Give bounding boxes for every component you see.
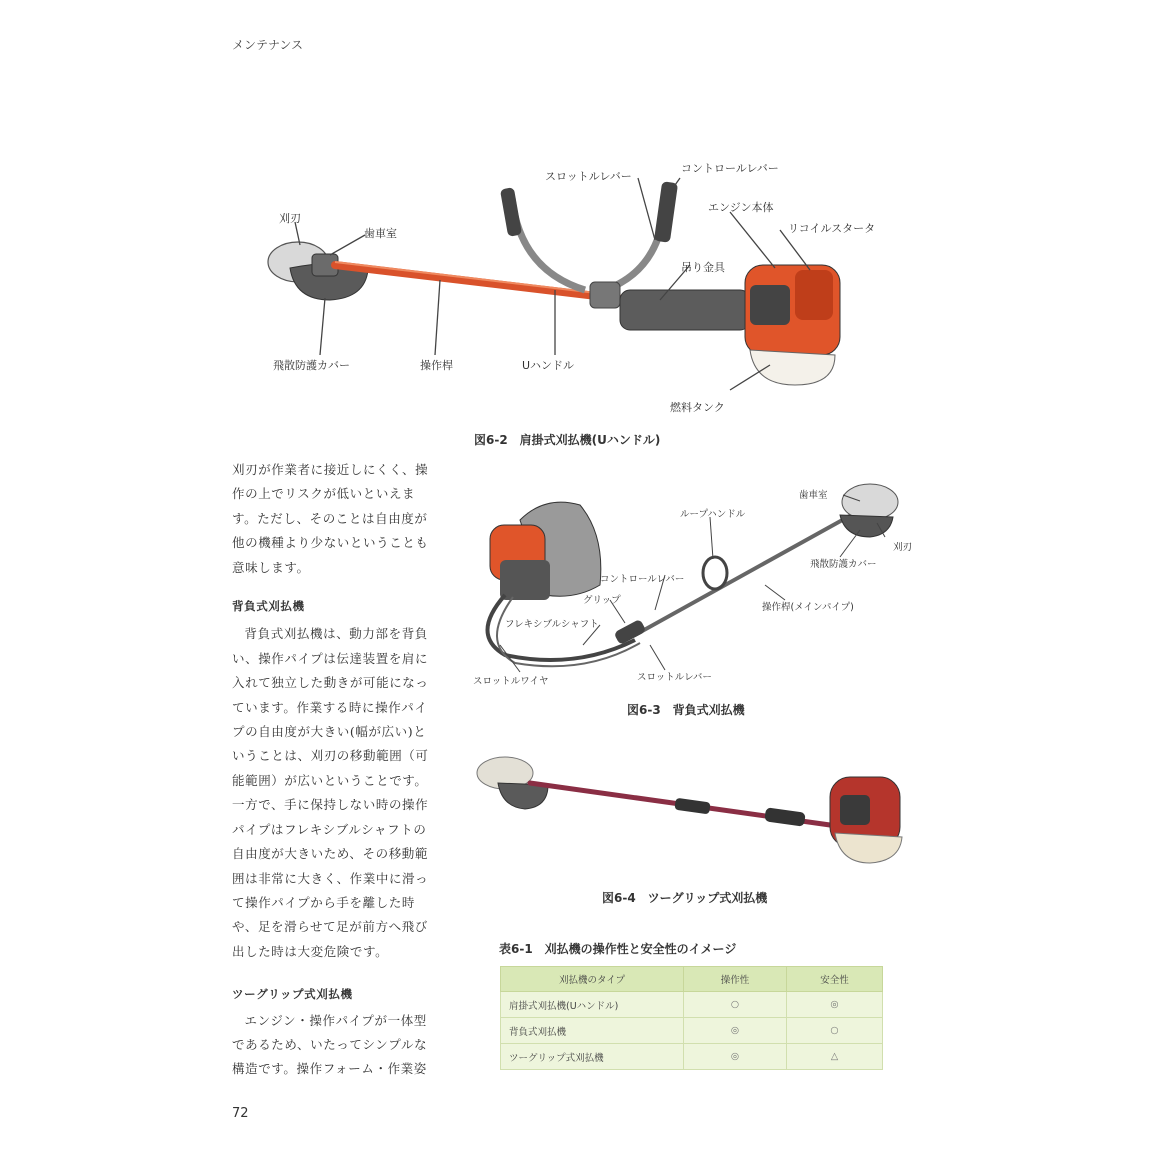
text-line: や、足を滑らせて足が前方へ飛び xyxy=(232,919,428,935)
label-control-lever: コントロールレバー xyxy=(681,162,779,175)
label-shaft: 操作桿 xyxy=(420,359,453,372)
label-blade: 刈刃 xyxy=(279,212,301,225)
text-line: 出した時は大変危険です。 xyxy=(232,943,389,959)
label-fuel-tank: 燃料タンク xyxy=(670,401,725,414)
figure-6-4-illustration xyxy=(470,745,910,870)
label-gear-case: 歯車室 xyxy=(364,227,397,240)
label-flexible-shaft: フレキシブルシャフト xyxy=(505,619,599,630)
label-throttle-wire: スロットルワイヤ xyxy=(473,676,549,687)
paragraph-3 xyxy=(232,1009,444,1082)
row-type: 背負式刈払機 xyxy=(501,1018,684,1044)
table-row xyxy=(501,1018,883,1044)
row-operability: ◎ xyxy=(684,1044,787,1070)
text-line: 作の上でリスクが低いといえま xyxy=(232,486,416,502)
text-line: いうことは、刈刃の移動範囲（可 xyxy=(232,748,429,764)
text-line: ています。作業する時に操作パイ xyxy=(232,699,428,715)
section-header: メンテナンス xyxy=(232,38,304,52)
figure-6-2-illustration xyxy=(250,150,910,420)
table-row xyxy=(501,992,883,1018)
figure-6-3-caption: 図6-3 背負式刈払機 xyxy=(627,703,745,717)
row-safety: ○ xyxy=(787,1018,883,1044)
text-line: 背負式刈払機は、動力部を背負 xyxy=(244,626,428,642)
table-6-1-caption: 表6-1 刈払機の操作性と安全性のイメージ xyxy=(499,942,737,956)
label-grip: グリップ xyxy=(583,595,621,606)
text-line: 他の機種より少ないということも xyxy=(232,535,429,551)
label-engine: エンジン本体 xyxy=(708,201,774,214)
label-hanger: 吊り金具 xyxy=(681,261,725,274)
text-line: プの自由度が大きい(幅が広い)と xyxy=(232,724,427,740)
label-u-handle: Uハンドル xyxy=(522,359,575,372)
header-safety: 安全性 xyxy=(787,967,883,992)
label-blade-2: 刈刃 xyxy=(893,542,913,553)
text-line: パイプはフレキシブルシャフトの xyxy=(232,821,427,837)
label-throttle-lever-2: スロットルレバー xyxy=(637,672,712,683)
row-safety: ◎ xyxy=(787,992,883,1018)
text-line: 構造です。操作フォーム・作業姿 xyxy=(232,1061,427,1077)
row-type: ツーグリップ式刈払機 xyxy=(501,1044,684,1070)
row-operability: ◎ xyxy=(684,1018,787,1044)
text-column xyxy=(232,458,444,1082)
text-line: 一方で、手に保持しない時の操作 xyxy=(232,797,429,813)
text-line: 意味します。 xyxy=(232,559,310,575)
label-loop-handle: ループハンドル xyxy=(680,509,746,520)
table-header-row xyxy=(501,967,883,992)
heading-backpack: 背負式刈払機 xyxy=(232,599,305,614)
text-line: い、操作パイプは伝達装置を肩に xyxy=(232,650,429,666)
header-operability: 操作性 xyxy=(684,967,787,992)
label-control-lever-2: コントロールレバー xyxy=(600,574,685,585)
label-recoil-starter: リコイルスタータ xyxy=(788,222,876,235)
label-throttle-lever: スロットルレバー xyxy=(545,170,632,183)
text-line: 囲は非常に大きく、作業中に滑っ xyxy=(232,870,429,886)
text-line: 自由度が大きいため、その移動範 xyxy=(232,846,429,862)
page-number: 72 xyxy=(232,1106,249,1121)
row-type: 肩掛式刈払機(Uハンドル) xyxy=(501,992,684,1018)
label-main-pipe: 操作桿(メインパイプ) xyxy=(762,602,854,613)
header-type: 刈払機のタイプ xyxy=(501,967,684,992)
paragraph-1 xyxy=(232,458,444,580)
table-row xyxy=(501,1044,883,1070)
label-scatter-guard: 飛散防護カバー xyxy=(273,359,350,372)
text-line: エンジン・操作パイプが一体型 xyxy=(244,1012,427,1028)
row-safety: △ xyxy=(787,1044,883,1070)
label-gear-case-2: 歯車室 xyxy=(799,490,828,501)
table-6-1 xyxy=(500,966,883,1070)
label-scatter-guard-2: 飛散防護カバー xyxy=(810,559,877,570)
paragraph-2 xyxy=(232,622,444,964)
figure-6-4-caption: 図6-4 ツーグリップ式刈払機 xyxy=(602,891,768,905)
row-operability: ○ xyxy=(684,992,787,1018)
text-line: 刈刃が作業者に接近しにくく、操 xyxy=(232,462,429,477)
text-line: 能範囲）が広いということです。 xyxy=(232,772,428,788)
text-line: て操作パイプから手を離した時 xyxy=(232,894,416,910)
text-line: す。ただし、そのことは自由度が xyxy=(232,510,428,526)
heading-twogrip: ツーグリップ式刈払機 xyxy=(232,987,353,1002)
text-line: 入れて独立した動きが可能になっ xyxy=(232,675,429,691)
text-line: であるため、いたってシンプルな xyxy=(232,1036,428,1052)
figure-6-2-caption: 図6-2 肩掛式刈払機(Uハンドル) xyxy=(474,433,661,447)
